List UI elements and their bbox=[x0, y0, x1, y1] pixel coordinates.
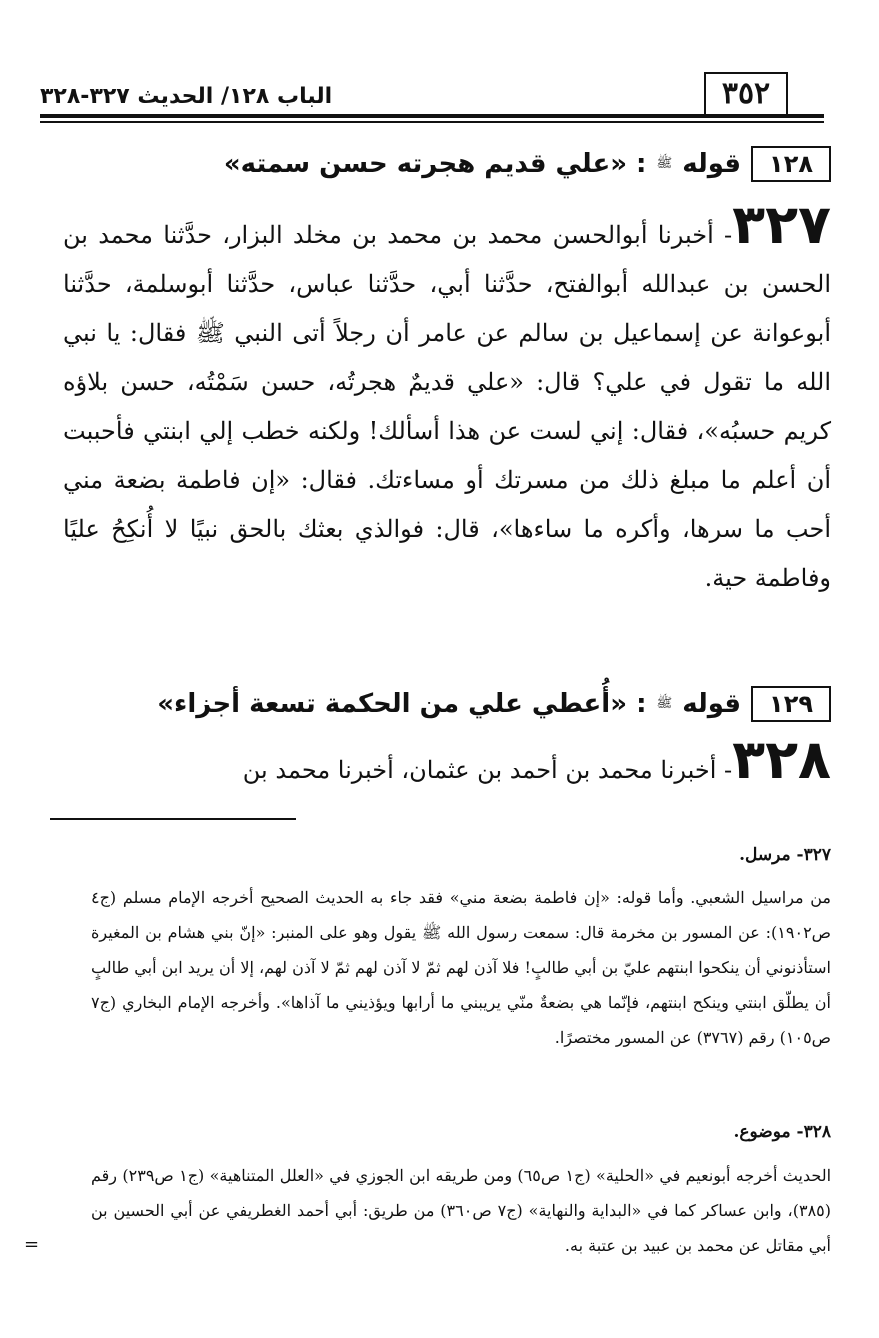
chapter-heading-128 bbox=[224, 140, 831, 188]
running-head: الباب ١٢٨/ الحديث ٣٢٧-٣٢٨ bbox=[40, 84, 333, 109]
chapter-title: : «أُعطي علي من الحكمة تسعة أجزاء» bbox=[157, 689, 647, 719]
chapter-lead: قوله bbox=[682, 149, 742, 179]
salah-glyph: ﷺ bbox=[656, 155, 673, 171]
footnote-text-327: من مراسيل الشعبي. وأما قوله: «إن فاطمة بضعة مني» فقد جاء به الحديث الصحيح أخرجه الإمام مسلم (ج٤ ص١٩٠٢): عن المسور بن مخرمة قال: سمعت رسول الله ﷺ يقول وهو على المنبر: «إنّ بني هشام بن المغيرة استأذنوني أن ينكحوا ابنتهم عليّ بن أبي طالبٍ! فلا آذن لهم ثمّ لا آذن لهم ثمّ لا آذن لهم، إلا أن يريد ابن أبي طالبٍ أن يطلّق ابنتي وينكح ابنتهم، فإنّما هي بضعةٌ منّي يريبني ما أرابها ويؤذيني ما آذاها». وأخرجه الإمام البخاري (ج٧ ص١٠٥) رقم (٣٧٦٧) عن المسور مختصرًا. bbox=[91, 888, 831, 1047]
chapter-number: ١٢٩ bbox=[751, 686, 831, 722]
footnote-separator bbox=[50, 818, 296, 820]
hadith-text: - أخبرنا أبوالحسن محمد بن محمد بن مخلد البزار، حدَّثنا محمد بن الحسن بن عبدالله أبوالفتح، حدَّثنا أبي، حدَّثنا عباس، حدَّثنا أبوسلمة، حدَّثنا أبوعوانة عن إسماعيل بن سالم عن عامر أن رجلاً أتى النبي ﷺ فقال: يا نبي الله ما تقول في علي؟ قال: «علي قديمٌ هجرتُه، حسن سَمْتُه، حسن بلاؤه كريم حسبُه»، فقال: إني لست عن هذا أسألك! ولكنه خطب إلي ابنتي فأحببت أن أعلم ما مبلغ ذلك من مسرتك أو مساءتك. فقال: «إن فاطمة بضعة مني أحب ما سرها، وأكره ما ساءها»، قال: فوالذي بعثك بالحق نبيًا لا أُنكِحُ عليًا وفاطمة حية. bbox=[63, 221, 832, 592]
header-rule-thick bbox=[40, 114, 824, 118]
hadith-328 bbox=[63, 728, 831, 795]
footnote-heading-328: ٣٢٨- موضوع. bbox=[733, 1122, 831, 1142]
page-header bbox=[40, 70, 824, 122]
header-rule-thin bbox=[40, 121, 824, 123]
chapter-number: ١٢٨ bbox=[751, 146, 831, 182]
page-number: ٣٥٢ bbox=[704, 72, 788, 114]
hadith-number: ٣٢٧ bbox=[732, 193, 831, 256]
chapter-title: : «علي قديم هجرته حسن سمته» bbox=[223, 149, 647, 179]
salah-glyph: ﷺ bbox=[656, 695, 673, 711]
hadith-327 bbox=[63, 193, 832, 603]
hadith-text: - أخبرنا محمد بن أحمد بن عثمان، أخبرنا محمد بن bbox=[242, 756, 733, 784]
continuation-mark: = bbox=[24, 1234, 40, 1255]
chapter-heading-129 bbox=[157, 680, 831, 728]
footnote-heading-327: ٣٢٧- مرسل. bbox=[739, 845, 831, 865]
chapter-lead: قوله bbox=[682, 689, 742, 719]
footnote-text-328: الحديث أخرجه أبونعيم في «الحلية» (ج١ ص٦٥) ومن طريقه ابن الجوزي في «العلل المتناهية» (ج١ ص٢٣٩) رقم (٣٨٥)، وابن عساكر كما في «البداية والنهاية» (ج٧ ص٣٦٠) من طريق: أبي أحمد الغطريفي عن أبي الحسين بن أبي مقاتل عن محمد بن عبيد بن عتبة به. bbox=[91, 1166, 832, 1255]
hadith-number: ٣٢٨ bbox=[732, 728, 831, 791]
